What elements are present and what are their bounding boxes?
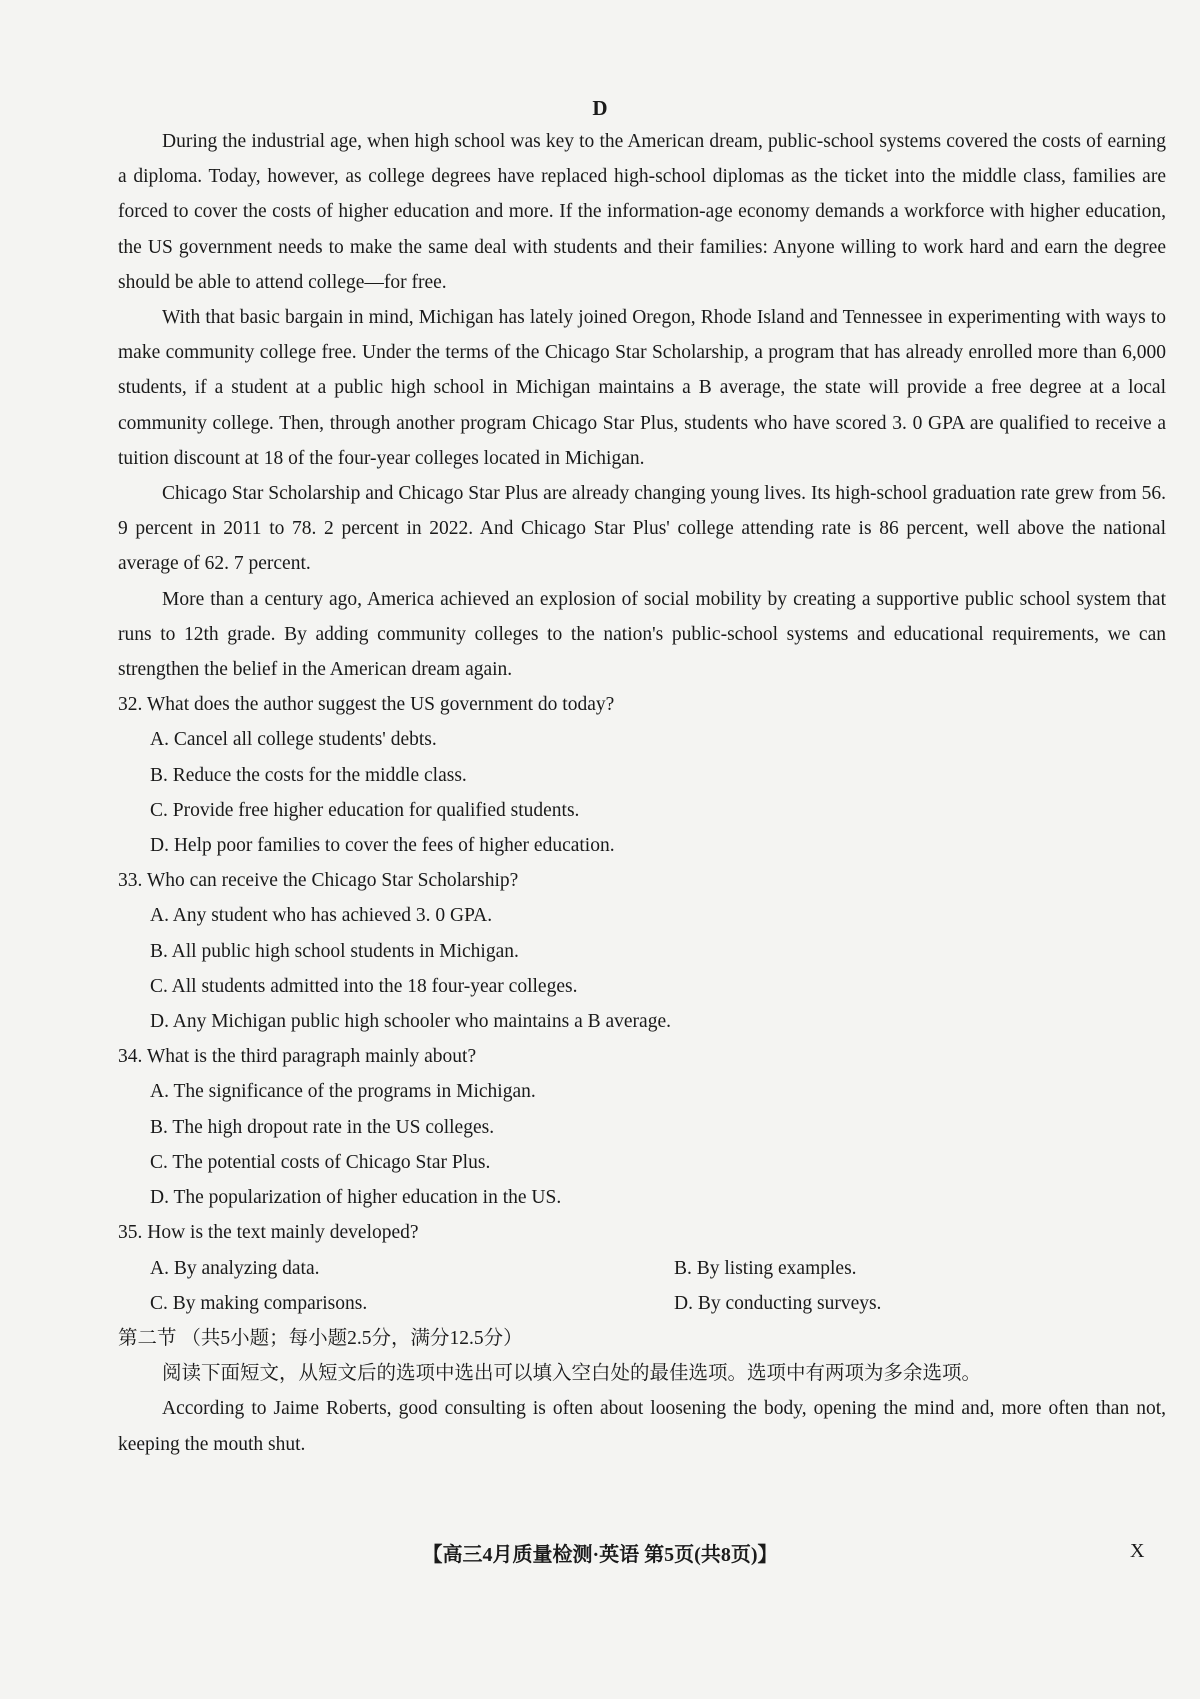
question-stem: 32. What does the author suggest the US government do today?	[118, 694, 615, 716]
option-row-2	[118, 1286, 1166, 1321]
question-35	[118, 1215, 1166, 1321]
option-b[interactable]: B. Reduce the costs for the middle class.	[150, 764, 467, 786]
option-row-1	[118, 1251, 1166, 1286]
section-letter: D	[592, 96, 608, 120]
option-a[interactable]: A. Cancel all college students' debts.	[150, 729, 437, 751]
passage-paragraph-3: Chicago Star Scholarship and Chicago Star Plus are already changing young lives. Its high-school graduation rate grew from 56. 9 percent in 2011 to 78. 2 percent in 2022. And Chicago Star Plus' college attending rate is 86 percent, well above the national average of 62. 7 percent.	[118, 483, 1166, 575]
option-c[interactable]: C. Provide free higher education for qualified students.	[150, 799, 580, 821]
option-a[interactable]: A. Any student who has achieved 3. 0 GPA.	[150, 905, 493, 927]
passage-paragraph-2: With that basic bargain in mind, Michigan has lately joined Oregon, Rhode Island and Tennessee in experimenting with ways to make community college free. Under the terms of the Chicago Star Scholarship, a program that has already enrolled more than 6,000 students, if a student at a public high school in Michigan maintains a B average, the state will provide a free degree at a local community college. Then, through another program Chicago Star Plus, students who have scored 3. 0 GPA are qualified to receive a tuition discount at 18 of the four-year colleges located in Michigan.	[118, 307, 1166, 469]
option-d[interactable]: D. The popularization of higher education in the US.	[150, 1187, 562, 1209]
option-c[interactable]: C. The potential costs of Chicago Star Plus.	[150, 1151, 491, 1173]
question-options	[118, 898, 1166, 1039]
question-34	[118, 1039, 1166, 1215]
option-d[interactable]: D. Help poor families to cover the fees of higher education.	[150, 835, 615, 857]
corner-mark: X	[1130, 1540, 1145, 1562]
option-a[interactable]: A. By analyzing data.	[150, 1257, 320, 1279]
body-text	[118, 124, 1166, 1462]
option-a[interactable]: A. The significance of the programs in Michigan.	[150, 1081, 536, 1103]
question-options	[118, 1074, 1166, 1215]
question-options	[118, 1251, 1166, 1321]
question-options	[118, 722, 1166, 863]
option-b[interactable]: B. The high dropout rate in the US colleges.	[150, 1116, 495, 1138]
passage-paragraph-1: During the industrial age, when high school was key to the American dream, public-school systems covered the costs of earning a diploma. Today, however, as college degrees have replaced high-school diplomas as the ticket into the middle class, families are forced to cover the costs of higher education and more. If the information-age economy demands a workforce with higher education, the US government needs to make the same deal with students and their families: Anyone willing to work hard and earn the degree should be able to attend college—for free.	[118, 131, 1166, 293]
option-d[interactable]: D. Any Michigan public high schooler who maintains a B average.	[150, 1011, 671, 1033]
question-stem: 34. What is the third paragraph mainly about?	[118, 1046, 477, 1068]
question-stem: 35. How is the text mainly developed?	[118, 1222, 419, 1244]
page-footer: 【高三4月质量检测·英语 第5页(共8页)】	[422, 1544, 778, 1566]
section-2-heading: 第二节 （共5小题；每小题2.5分，满分12.5分）	[118, 1327, 523, 1349]
option-b[interactable]: B. All public high school students in Michigan.	[150, 940, 519, 962]
passage-paragraph-4: More than a century ago, America achieved an explosion of social mobility by creating a supportive public school system that runs to 12th grade. By adding community colleges to the nation's public-school systems and educational requirements, we can strengthen the belief in the American dream again.	[118, 588, 1166, 681]
question-stem: 33. Who can receive the Chicago Star Scholarship?	[118, 870, 519, 892]
option-d[interactable]: D. By conducting surveys.	[674, 1292, 882, 1314]
question-32	[118, 687, 1166, 863]
question-33	[118, 863, 1166, 1039]
option-c[interactable]: C. All students admitted into the 18 four-year colleges.	[150, 975, 578, 997]
section-2-instruction: 阅读下面短文，从短文后的选项中选出可以填入空白处的最佳选项。选项中有两项为多余选项。	[162, 1363, 982, 1385]
option-b[interactable]: B. By listing examples.	[674, 1257, 857, 1279]
section-2-intro: According to Jaime Roberts, good consulting is often about loosening the body, opening the mind and, more often than not, keeping the mouth shut.	[118, 1398, 1166, 1455]
option-c[interactable]: C. By making comparisons.	[150, 1292, 368, 1314]
